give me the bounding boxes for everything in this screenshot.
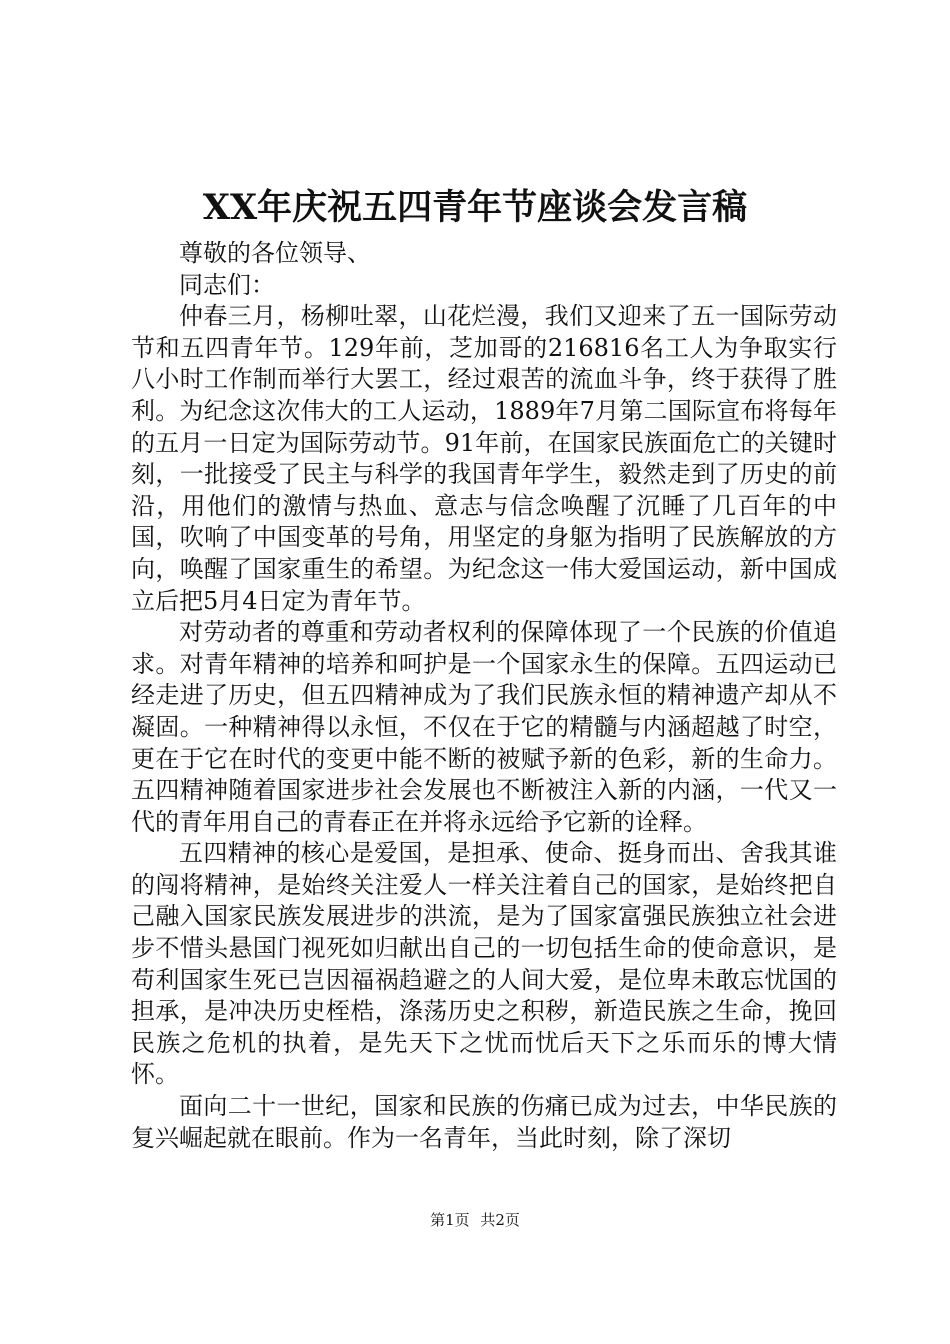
body-paragraph: 五四精神的核心是爱国，是担承、使命、挺身而出、舍我其谁的闯将精神，是始终关注爱人一样关注着自己的国家，是始终把自己融入国家民族发展进步的洪流，是为了国家富强民族独立社会进步不惜头悬国门视死如归献出自己的一切包括生命的使命意识，是苟利国家生死已岂因福祸趋避之的人间大爱，是位卑未敢忘忧国的担承，是冲决历史桎梏，涤荡历史之积秽，新造民族之生命，挽回民族之危机的执着，是先天下之忧而忧后天下之乐而乐的博大情怀。 [131, 839, 837, 1089]
body-paragraph: 面向二十一世纪，国家和民族的伤痛已成为过去，中华民族的复兴崛起就在眼前。作为一名青年，当此时刻，除了深切 [131, 1092, 837, 1152]
salutation-line: 尊敬的各位领导、 [179, 239, 371, 267]
page-footer [0, 1210, 950, 1230]
page-number-total: 共2页 [480, 1211, 520, 1229]
document-body [131, 238, 837, 1154]
page-number-current: 第1页 [430, 1211, 470, 1229]
document-title: XX年庆祝五四青年节座谈会发言稿 [202, 187, 748, 228]
salutation-line: 同志们： [179, 270, 275, 299]
body-paragraph: 对劳动者的尊重和劳动者权利的保障体现了一个民族的价值追求。对青年精神的培养和呵护是一个国家永生的保障。五四运动已经走进了历史，但五四精神成为了我们民族永恒的精神遗产却从不凝固。一种精神得以永恒，不仅在于它的精髓与内涵超越了时空，更在于它在时代的变更中能不断的被赋予新的色彩，新的生命力。五四精神随着国家进步社会发展也不断被注入新的内涵，一代又一代的青年用自己的青春正在并将永远给予它新的诠释。 [131, 618, 837, 836]
body-paragraph: 仲春三月，杨柳吐翠，山花烂漫，我们又迎来了五一国际劳动节和五四青年节。129年前，芝加哥的216816名工人为争取实行八小时工作制而举行大罢工，经过艰苦的流血斗争，终于获得了胜利。为纪念这次伟大的工人运动，1889年7月第二国际宣布将每年的五月一日定为国际劳动节。91年前，在国家民族面危亡的关键时刻，一批接受了民主与科学的我国青年学生，毅然走到了历史的前沿，用他们的激情与热血、意志与信念唤醒了沉睡了几百年的中国，吹响了中国变革的号角，用坚定的身躯为指明了民族解放的方向，唤醒了国家重生的希望。为纪念这一伟大爱国运动，新中国成立后把5月4日定为青年节。 [131, 302, 837, 615]
